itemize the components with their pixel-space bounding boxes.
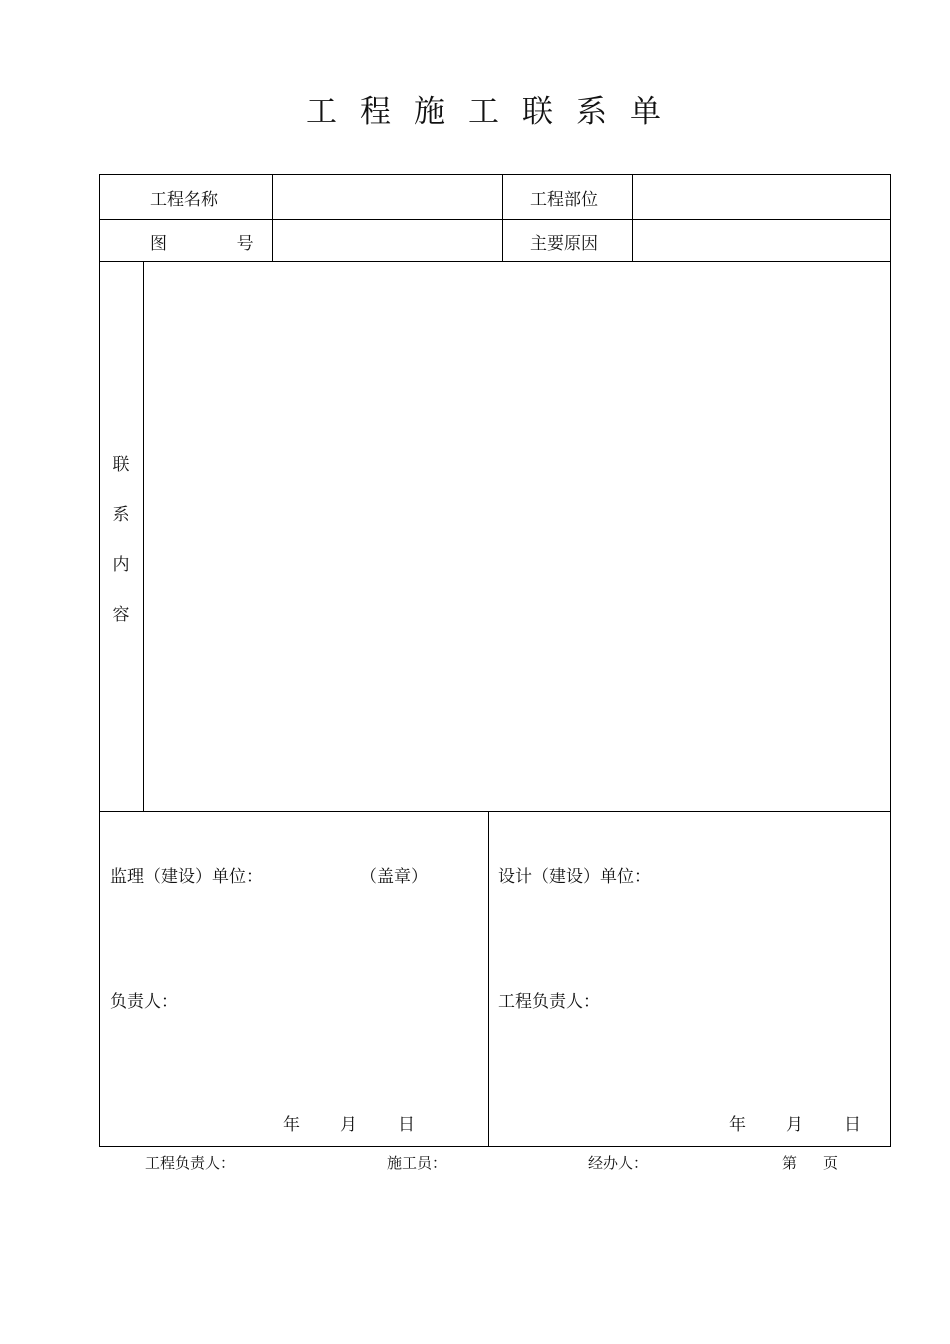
project-name-label: 工程名称 [150, 190, 218, 210]
supervision-person-label: 负责人： [110, 992, 178, 1012]
table-border-right [890, 174, 891, 1147]
supervision-unit-label: 监理（建设）单位： [110, 867, 263, 887]
design-unit-label: 设计（建设）单位： [498, 867, 651, 887]
label-char: 联 [112, 455, 130, 475]
footer-project-manager: 工程负责人： [145, 1154, 236, 1172]
project-part-label: 工程部位 [530, 190, 598, 210]
row-divider-3 [99, 811, 891, 812]
main-reason-label: 主要原因 [530, 234, 598, 254]
project-name-field[interactable] [273, 175, 502, 219]
footer-handler: 经办人： [588, 1154, 649, 1172]
right-date-year: 年 [729, 1115, 746, 1135]
drawing-number-label: 图 号 [150, 234, 254, 254]
right-date-month: 月 [786, 1115, 803, 1135]
drawing-number-field[interactable] [273, 220, 502, 261]
col-divider-2 [502, 174, 503, 262]
main-reason-field[interactable] [633, 220, 890, 261]
left-date-year: 年 [283, 1115, 300, 1135]
form-title: 工程施工联系单 [306, 94, 684, 130]
seal-label: （盖章） [360, 867, 428, 887]
footer-constructor: 施工员： [387, 1154, 448, 1172]
label-char: 容 [112, 605, 130, 625]
project-part-field[interactable] [633, 175, 890, 219]
table-border-left [99, 174, 100, 1147]
signature-divider [488, 811, 489, 1147]
left-date-day: 日 [398, 1115, 415, 1135]
contact-content-field[interactable] [144, 262, 890, 811]
table-border-bottom [99, 1146, 891, 1147]
footer-page-prefix: 第 [782, 1154, 798, 1172]
right-date-day: 日 [844, 1115, 861, 1135]
label-char: 内 [112, 555, 130, 575]
label-char: 系 [112, 505, 130, 525]
footer-page-suffix: 页 [823, 1154, 839, 1172]
contact-content-label [100, 440, 142, 640]
left-date-month: 月 [340, 1115, 357, 1135]
design-person-label: 工程负责人： [498, 992, 600, 1012]
